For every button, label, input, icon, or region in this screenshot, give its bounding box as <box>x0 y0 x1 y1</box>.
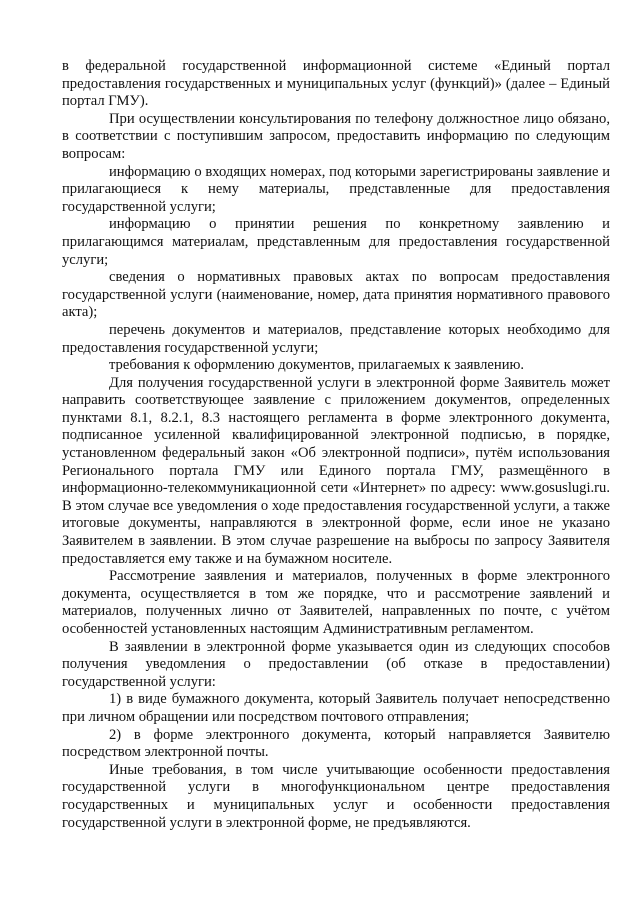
paragraph-11: 1) в виде бумажного документа, который Заявитель получает непосредственно при личном обращении или посредством почтового отправления; <box>62 691 610 725</box>
paragraph-2: При осуществлении консультирования по телефону должностное лицо обязано, в соответствии с поступившим запросом, предоставить информацию по следующим вопросам: <box>62 110 610 162</box>
paragraph-10: В заявлении в электронной форме указывается один из следующих способов получения уведомления о предоставлении (об отказе в предоставлении) государственной услуги: <box>62 638 610 690</box>
paragraph-12: 2) в форме электронного документа, который направляется Заявителю посредством электронной почты. <box>62 726 610 761</box>
paragraph-4: информацию о принятии решения по конкретному заявлению и прилагающимся материалам, представленным для предоставления государственной услуги; <box>62 216 610 268</box>
paragraph-7: требования к оформлению документов, прилагаемых к заявлению. <box>109 357 525 374</box>
paragraph-5: сведения о нормативных правовых актах по вопросам предоставления государственной услуги (наименование, номер, дата принятия нормативного правового акта); <box>62 269 610 321</box>
paragraph-6: перечень документов и материалов, представление которых необходимо для предоставления государственной услуги; <box>62 321 610 356</box>
paragraph-13: Иные требования, в том числе учитывающие особенности предоставления государственной услуги в многофункциональном центре предоставления государственных и муниципальных услуг и особенности предоставления государственной услуги в электронной форме, не предъявляются. <box>62 761 610 831</box>
paragraph-8: Для получения государственной услуги в электронной форме Заявитель может направить соответствующее заявление с приложением документов, определенных пунктами 8.1, 8.2.1, 8.3 настоящего регламента в форме электронного документа, подписанное усиленной квалифицированной электронной подписью, в порядке, установленном федеральный закон «Об электронной подписи», путём использования Регионального портала ГМУ или Единого портала ГМУ, размещённого в информационно-телекоммуникационной сети «Интернет» по адресу: www.gosuslugi.ru. В этом случае все уведомления о ходе предоставления государственной услуги, а также итоговые документы, направляются в электронной форме, если иное не указано Заявителем в заявлении. В этом случае разрешение на выбросы по запросу Заявителя предоставляется ему также и на бумажном носителе. <box>62 374 610 567</box>
paragraph-1: в федеральной государственной информационной системе «Единый портал предоставления государственных и муниципальных услуг (функций)» (далее – Единый портал ГМУ). <box>62 58 610 110</box>
paragraph-9: Рассмотрение заявления и материалов, полученных в форме электронного документа, осуществляется в том же порядке, что и рассмотрение заявлений и материалов, полученных лично от Заявителей, направленных по почте, с учётом особенностей установленных настоящим Административным регламентом. <box>62 568 610 637</box>
paragraph-3: информацию о входящих номерах, под которыми зарегистрированы заявление и прилагающиеся к нему материалы, представленные для предоставления государственной услуги; <box>62 163 610 215</box>
